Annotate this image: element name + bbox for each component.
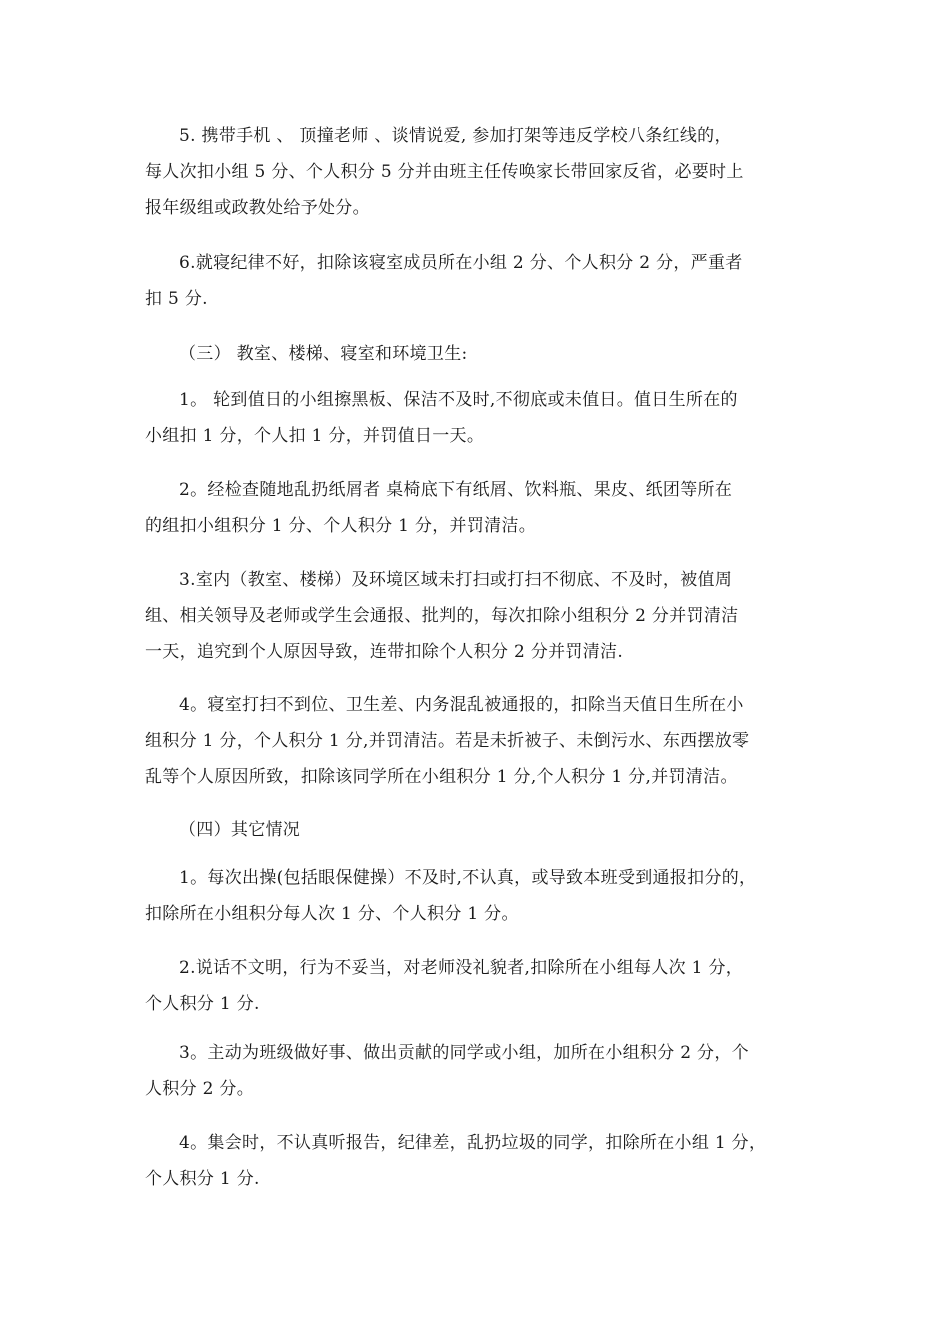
section-4-heading — [145, 812, 810, 848]
text-line: 人积分 2 分。 — [145, 1079, 255, 1099]
text-line: 1。每次出操(包括眼保健操）不及时,不认真，或导致本班受到通报扣分的， — [179, 868, 757, 888]
text-line: 报年级组或政教处给予处分。 — [145, 198, 370, 218]
rule-6-paragraph — [145, 245, 810, 317]
text-line: 6.就寝纪律不好，扣除该寝室成员所在小组 2 分、个人积分 2 分，严重者 — [179, 253, 743, 273]
text-line: 扣 5 分. — [145, 289, 208, 309]
text-line: 1。 轮到值日的小组擦黑板、保洁不及时,不彻底或未值日。值日生所在的 — [179, 390, 738, 410]
text-line: 的组扣小组积分 1 分、个人积分 1 分，并罚清洁。 — [145, 516, 537, 536]
section-3-rule-3-paragraph — [145, 562, 810, 670]
section-4-rule-2-paragraph — [145, 950, 810, 1022]
text-line: 扣除所在小组积分每人次 1 分、个人积分 1 分。 — [145, 904, 519, 924]
text-line: 组积分 1 分，个人积分 1 分,并罚清洁。若是未折被子、未倒污水、东西摆放零 — [145, 731, 750, 751]
text-line: 4。寝室打扫不到位、卫生差、内务混乱被通报的，扣除当天值日生所在小 — [179, 695, 744, 715]
text-line: 5. 携带手机 、 顶撞老师 、谈情说爱, 参加打架等违反学校八条红线的， — [179, 126, 732, 146]
text-line: 个人积分 1 分. — [145, 994, 260, 1014]
text-line: 小组扣 1 分，个人扣 1 分，并罚值日一天。 — [145, 426, 485, 446]
text-line: 2。经检查随地乱扔纸屑者 桌椅底下有纸屑、饮料瓶、果皮、纸团等所在 — [179, 480, 733, 500]
rule-5-paragraph — [145, 118, 810, 226]
text-line: 乱等个人原因所致，扣除该同学所在小组积分 1 分,个人积分 1 分,并罚清洁。 — [145, 767, 738, 787]
section-heading: （四）其它情况 — [179, 820, 301, 840]
text-line: 3.室内（教室、楼梯）及环境区域未打扫或打扫不彻底、不及时，被值周 — [179, 570, 733, 590]
text-line: 3。主动为班级做好事、做出贡献的同学或小组，加所在小组积分 2 分，个 — [179, 1043, 749, 1063]
section-3-heading — [145, 336, 810, 372]
text-line: 每人次扣小组 5 分、个人积分 5 分并由班主任传唤家长带回家反省，必要时上 — [145, 162, 744, 182]
section-3-rule-1-paragraph — [145, 382, 810, 454]
section-4-rule-4-paragraph — [145, 1125, 810, 1197]
text-line: 组、相关领导及老师或学生会通报、批判的，每次扣除小组积分 2 分并罚清洁 — [145, 606, 739, 626]
section-3-rule-4-paragraph — [145, 687, 810, 795]
section-heading: （三） 教室、楼梯、寝室和环境卫生: — [179, 344, 468, 364]
text-line: 4。集会时，不认真听报告，纪律差，乱扔垃圾的同学，扣除所在小组 1 分， — [179, 1133, 767, 1153]
text-line: 个人积分 1 分. — [145, 1169, 260, 1189]
section-3-rule-2-paragraph — [145, 472, 810, 544]
section-4-rule-1-paragraph — [145, 860, 810, 932]
section-4-rule-3-paragraph — [145, 1035, 810, 1107]
text-line: 2.说话不文明，行为不妥当，对老师没礼貌者,扣除所在小组每人次 1 分， — [179, 958, 744, 978]
text-line: 一天，追究到个人原因导致，连带扣除个人积分 2 分并罚清洁. — [145, 642, 624, 662]
